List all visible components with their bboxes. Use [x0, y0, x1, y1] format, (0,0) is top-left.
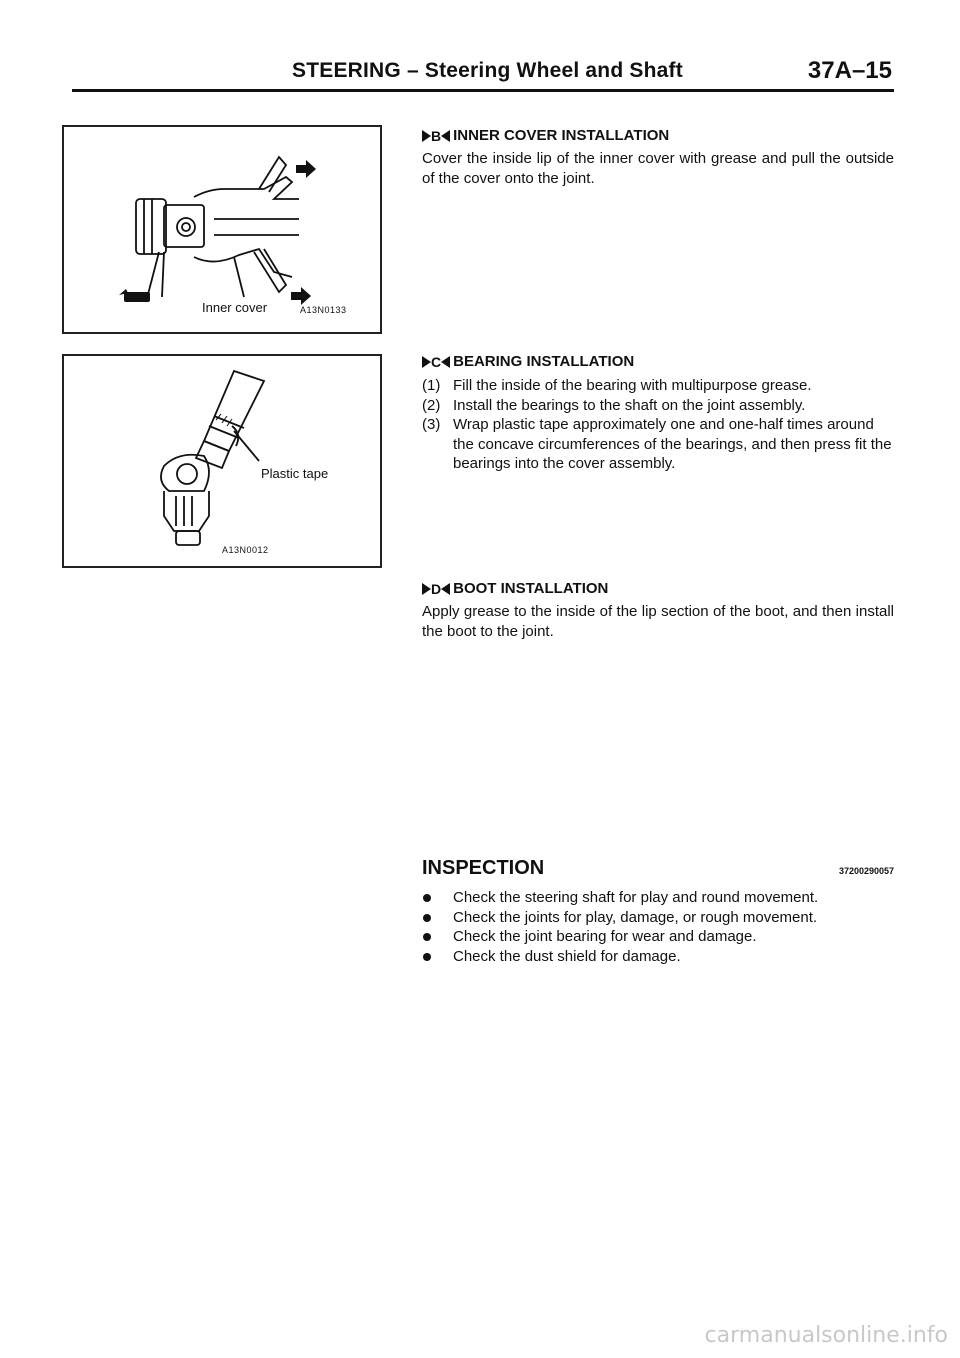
right-triangle-icon: [422, 356, 431, 368]
marker: [422, 351, 450, 373]
section-heading: [422, 857, 894, 880]
marker-letter: B: [431, 128, 442, 144]
step-item: [422, 415, 894, 474]
bullet-item: [422, 888, 894, 908]
bullet-text: Check the dust shield for damage.: [453, 947, 681, 965]
left-triangle-icon: [441, 583, 450, 595]
step-item: [422, 376, 894, 396]
marker: [422, 125, 450, 147]
bullet-text: Check the steering shaft for play and round movement.: [453, 889, 819, 906]
figure-label: Plastic tape: [261, 466, 329, 481]
heading-text: INSPECTION: [422, 857, 545, 879]
header-title: STEERING – Steering Wheel and Shaft: [292, 59, 683, 82]
heading-text: BOOT INSTALLATION: [453, 580, 609, 597]
watermark: carmanualsonline.info: [704, 1323, 948, 1348]
bullet-text: Check the joints for play, damage, or rough movement.: [453, 908, 818, 926]
page-number: 37A–15: [807, 57, 892, 84]
section-heading: [422, 125, 894, 147]
figure-code: A13N0133: [300, 305, 347, 315]
marker: [422, 578, 450, 600]
bullet-icon: [422, 888, 453, 908]
step-item: [422, 396, 894, 416]
step-text: Install the bearings to the shaft on the joint assembly.: [453, 396, 806, 414]
heading-text: INNER COVER INSTALLATION: [453, 127, 670, 144]
right-triangle-icon: [422, 583, 431, 595]
page-header: [72, 55, 894, 92]
bullet-item: [422, 947, 894, 967]
paragraph: Cover the inside lip of the inner cover with grease and pull the outside of the cover onto the joint.: [422, 150, 894, 187]
section-bearing: [422, 351, 894, 474]
heading-text: BEARING INSTALLATION: [453, 353, 635, 370]
figure-code: A13N0012: [222, 545, 269, 555]
step-text: Fill the inside of the bearing with multipurpose grease.: [453, 377, 812, 394]
step-number: (2): [422, 396, 441, 414]
figure-plastic-tape: [62, 354, 382, 568]
bullet-item: [422, 927, 894, 947]
section-inspection: [422, 857, 894, 966]
step-text: Wrap plastic tape approximately one and one-half times around the concave circumferences of the bearings, and then press fit the bearings into the cover assembly.: [453, 416, 892, 472]
arrow-icon: [291, 160, 316, 305]
paragraph: Apply grease to the inside of the lip section of the boot, and then install the boot to the joint.: [422, 603, 894, 640]
section-boot: [422, 578, 894, 642]
left-triangle-icon: [441, 356, 450, 368]
bullet-icon: [422, 947, 453, 967]
bullet-item: [422, 908, 894, 928]
right-triangle-icon: [422, 130, 431, 142]
plastic-tape-illustration: [64, 356, 380, 566]
left-triangle-icon: [441, 130, 450, 142]
marker-letter: C: [431, 354, 442, 370]
step-number: (1): [422, 377, 441, 394]
figure-inner-cover: [62, 125, 382, 334]
tape-hatching: [216, 414, 232, 426]
grease-icon: [119, 289, 150, 302]
bullet-icon: [422, 927, 453, 947]
figure-label: Inner cover: [202, 300, 268, 315]
section-inner-cover: [422, 125, 894, 189]
section-code: 37200290057: [838, 866, 894, 876]
bullet-icon: [422, 908, 453, 928]
section-heading: [422, 351, 894, 373]
marker-letter: D: [431, 581, 442, 597]
section-heading: [422, 578, 894, 600]
step-number: (3): [422, 416, 441, 433]
bullet-text: Check the joint bearing for wear and damage.: [453, 928, 757, 945]
